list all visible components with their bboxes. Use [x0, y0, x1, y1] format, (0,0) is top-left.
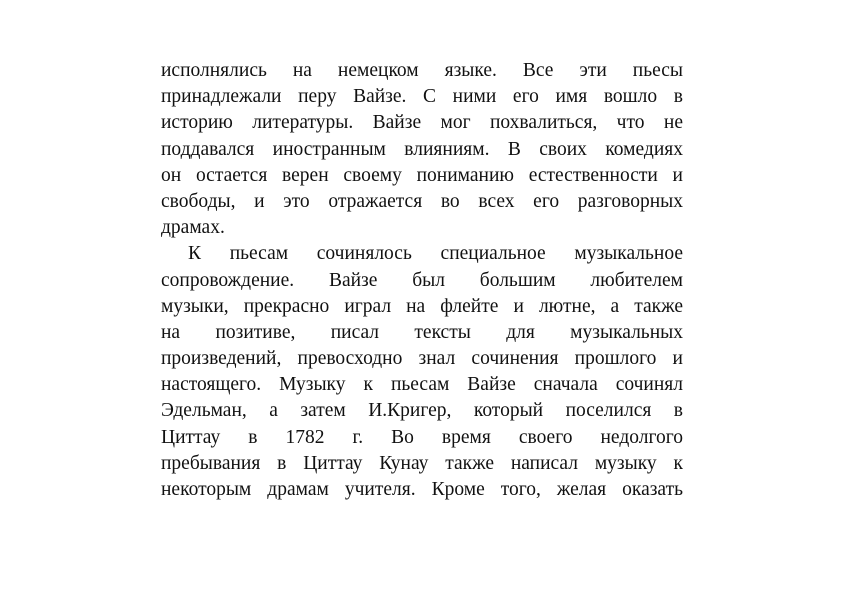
- text-line: настоящего. Музыку к пьесам Вайзе сначала сочинял: [161, 374, 683, 396]
- text-line: пребывания в Циттау Кунау также написал музыку к: [161, 452, 683, 474]
- text-line: принадлежали перу Вайзе. С ними его имя вошло в: [161, 86, 683, 108]
- text-line: Эдельман, а затем И.Кригер, который поселился в: [161, 400, 683, 422]
- text-line: Циттау в 1782 г. Во время своего недолгого: [161, 426, 683, 448]
- text-line: музыки, прекрасно играл на флейте и лютне, а также: [161, 295, 683, 317]
- text-line: К пьесам сочинялось специальное музыкальное: [188, 243, 683, 265]
- text-line: сопровождение. Вайзе был большим любителем: [161, 269, 683, 291]
- paragraph-1: [161, 58, 683, 241]
- text-line: драмах.: [161, 217, 225, 239]
- text-line: историю литературы. Вайзе мог похвалиться, что не: [161, 112, 683, 134]
- text-line: он остается верен своему пониманию естественности и: [161, 164, 683, 186]
- text-line: произведений, превосходно знал сочинения прошлого и: [161, 348, 683, 370]
- text-line: некоторым драмам учителя. Кроме того, желая оказать: [161, 479, 683, 500]
- text-line: на позитиве, писал тексты для музыкальных: [161, 321, 683, 343]
- text-line: поддавался иностранным влияниям. В своих комедиях: [161, 138, 683, 160]
- paragraph-2: [161, 241, 683, 503]
- text-line: исполнялись на немецком языке. Все эти пьесы: [161, 60, 683, 81]
- text-line: свободы, и это отражается во всех его разговорных: [161, 190, 683, 212]
- document-text: [161, 58, 683, 503]
